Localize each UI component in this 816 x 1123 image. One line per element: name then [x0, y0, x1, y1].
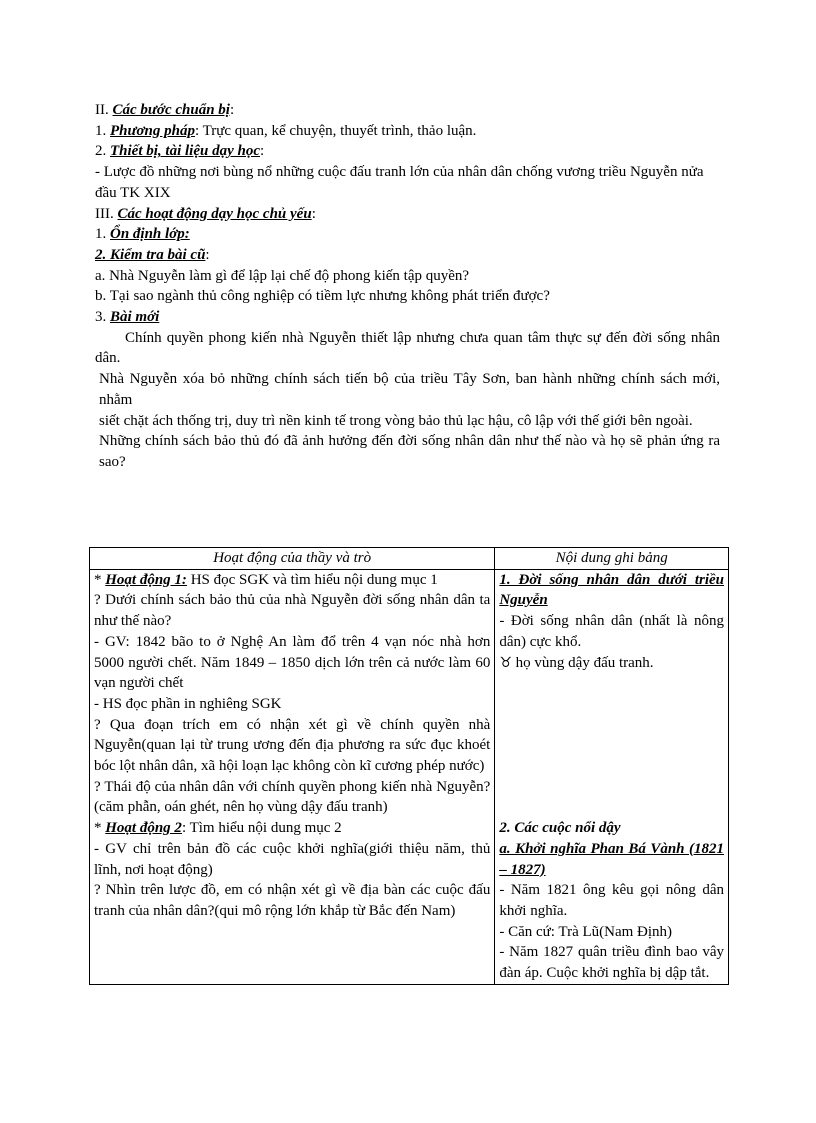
note-uprising: ♉ họ vùng dậy đấu tranh.: [499, 654, 654, 671]
step-1: 1. Ổn định lớp:: [95, 226, 190, 243]
student-note-1: - HS đọc phần in nghiêng SGK: [94, 695, 282, 712]
activity-1: * Hoạt động 1: HS đọc SGK và tìm hiểu nội dung mục 1: [94, 571, 438, 588]
review-question-a: a. Nhà Nguyễn làm gì để lập lại chế độ phong kiến tập quyền?: [95, 267, 470, 284]
header-teacher-student: Hoạt động của thầy và trò: [90, 548, 495, 570]
equipment-line: - Lược đồ những nơi bùng nổ những cuộc đấu tranh lớn của nhân dân chống vương triều Nguyễn nửa: [95, 164, 704, 181]
note-1827: - Năm 1827 quân triều đình bao vây đàn áp. Cuộc khởi nghĩa bị dập tắt.: [499, 944, 724, 982]
section-2-heading: II. Các bước chuẩn bị:: [95, 102, 235, 118]
note-1821: - Năm 1821 ông kêu gọi nông dân khởi nghĩa.: [499, 882, 724, 920]
table-row: [90, 569, 729, 984]
intro-paragraph-1: Chính quyền phong kiến nhà Nguyễn thiết lập nhưng chưa quan tâm thực sự đến đời sống nhân dân.: [95, 329, 720, 367]
heading-life: 1. Đời sống nhân dân dưới triều Nguyễn: [499, 571, 724, 609]
header-board-notes: Nội dung ghi bảng: [495, 548, 729, 570]
equipment-heading: 2. Thiết bị, tài liệu dạy học:: [95, 143, 265, 160]
note-base: - Căn cứ: Trà Lũ(Nam Định): [499, 923, 673, 940]
intro-paragraph-2b: siết chặt ách thống trị, duy trì nền kinh tế trong vòng bảo thủ lạc hậu, cô lập với thế giới bên ngoài.: [99, 412, 693, 429]
teacher-note-1: - GV: 1842 bão to ở Nghệ An làm đổ trên 4 vạn nóc nhà hơn 5000 người chết. Năm 1849 – 1850 dịch lớn trên cả nước làm 60 vạn người chết: [94, 633, 491, 692]
equipment-line-cont: đầu TK XIX: [95, 184, 171, 201]
question-4: ? Nhìn trên lược đồ, em có nhận xét gì về địa bàn các cuộc đấu tranh của nhân dân?(qui mô rộng lớn khắp từ Bắc đến Nam): [94, 882, 491, 919]
section-3-heading: III. Các hoạt động dạy học chủ yếu:: [95, 205, 316, 222]
step-2: 2. Kiểm tra bài cũ:: [95, 246, 210, 263]
review-question-b: b. Tại sao ngành thủ công nghiệp có tiềm lực nhưng không phát triển được?: [95, 288, 550, 305]
board-notes-cell: [495, 569, 729, 984]
heading-uprisings: 2. Các cuộc nổi dậy: [499, 820, 621, 837]
step-3: 3. Bài mới: [95, 309, 160, 326]
note-life: - Đời sống nhân dân (nhất là nông dân) cực khổ.: [499, 613, 724, 650]
spacer: [499, 673, 724, 818]
table-header-row: [90, 548, 729, 570]
intro-paragraph-3: Những chính sách bảo thủ đó đã ảnh hưởng đến đời sống nhân dân như thế nào và họ sẽ phản ứng ra sao?: [99, 433, 720, 470]
activities-cell: [90, 569, 495, 984]
question-1: ? Dưới chính sách bảo thủ của nhà Nguyễn đời sống nhân dân ta như thế nào?: [94, 592, 491, 630]
activity-2: * Hoạt động 2: Tìm hiểu nội dung mục 2: [94, 820, 342, 837]
heading-phan-ba-vanh: a. Khởi nghĩa Phan Bá Vành (1821 – 1827): [499, 840, 724, 878]
lesson-intro: [95, 100, 720, 473]
therefore-icon: ♉: [499, 654, 512, 671]
intro-paragraph-2a: Nhà Nguyễn xóa bỏ những chính sách tiến bộ của triều Tây Sơn, ban hành những chính sách mới, nhằm: [99, 371, 720, 408]
question-3: ? Thái độ của nhân dân với chính quyền phong kiến nhà Nguyễn?(căm phẫn, oán ghét, nên họ vùng dậy đấu tranh): [94, 778, 491, 816]
method-line: 1. Phương pháp: Trực quan, kể chuyện, thuyết trình, thảo luận.: [95, 122, 477, 139]
question-2: ? Qua đoạn trích em có nhận xét gì về chính quyền nhà Nguyễn(quan lại từ trung ương đến địa phương ra sức đục khoét bóc lột nhân dân, xã hội loạn lạc không còn kĩ cương phép nước): [94, 716, 491, 775]
lesson-table: [89, 547, 729, 985]
teacher-note-2: - GV chỉ trên bản đồ các cuộc khởi nghĩa(giới thiệu năm, thủ lĩnh, nơi hoạt động): [94, 840, 491, 878]
